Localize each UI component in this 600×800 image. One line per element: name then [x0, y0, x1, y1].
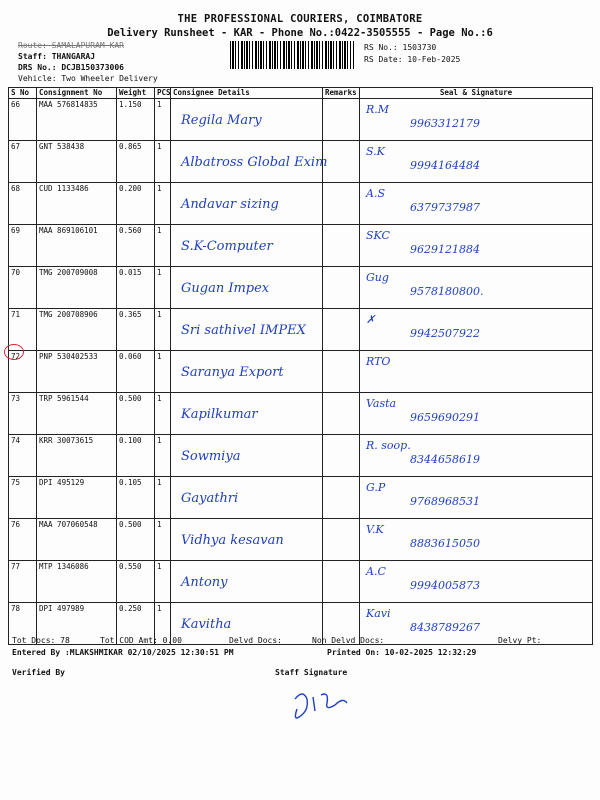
- row-consignment: MTP 1346086: [37, 561, 117, 603]
- consignee-handwritten: Kavitha: [181, 617, 232, 632]
- row-remarks: [323, 99, 360, 141]
- row-consignee: [171, 309, 323, 351]
- consignee-handwritten: Gayathri: [181, 491, 239, 506]
- row-sno: 69: [9, 225, 37, 267]
- row-remarks: [323, 393, 360, 435]
- row-pcs: 1: [155, 99, 171, 141]
- consignee-handwritten: S.K-Computer: [181, 239, 273, 254]
- seal-phone: 8344658619: [410, 453, 480, 466]
- seal-signature: R.M: [366, 103, 390, 116]
- row-weight: 0.365: [117, 309, 155, 351]
- row-seal: [360, 141, 593, 183]
- consignee-handwritten: Regila Mary: [181, 113, 262, 128]
- row-weight: 0.200: [117, 183, 155, 225]
- row-consignment: MAA 576814835: [37, 99, 117, 141]
- seal-signature: SKC: [366, 229, 390, 242]
- row-remarks: [323, 225, 360, 267]
- table-row: [9, 477, 593, 519]
- row-remarks: [323, 561, 360, 603]
- consignee-handwritten: Sri sathivel IMPEX: [181, 323, 306, 338]
- row-seal: [360, 99, 593, 141]
- col-header-remarks: Remarks: [323, 88, 360, 99]
- non-delvd-docs: Non Delvd Docs:: [312, 636, 385, 645]
- table-row: [9, 519, 593, 561]
- row-consignee: [171, 351, 323, 393]
- row-remarks: [323, 309, 360, 351]
- seal-phone: 9629121884: [410, 243, 480, 256]
- table-row: [9, 141, 593, 183]
- row-remarks: [323, 477, 360, 519]
- row-weight: 0.100: [117, 435, 155, 477]
- seal-signature: V.K: [366, 523, 384, 536]
- row-consignee: [171, 519, 323, 561]
- seal-signature: ✗: [366, 313, 376, 326]
- seal-signature: Kavi: [366, 607, 391, 620]
- consignee-handwritten: Sowmiya: [181, 449, 241, 464]
- entered-by: Entered By :MLAKSHMIKAR 02/10/2025 12:30:51 PM: [12, 648, 234, 657]
- verified-by: Verified By: [12, 668, 65, 677]
- row-remarks: [323, 435, 360, 477]
- seal-signature: S.K: [366, 145, 385, 158]
- row-pcs: 1: [155, 519, 171, 561]
- row-seal: [360, 477, 593, 519]
- vehicle-label: Vehicle: Two Wheeler Delivery: [18, 74, 158, 83]
- seal-phone: 9942507922: [410, 327, 480, 340]
- consignee-handwritten: Gugan Impex: [181, 281, 270, 296]
- row-consignee: [171, 225, 323, 267]
- row-consignment: CUD 1133486: [37, 183, 117, 225]
- row-pcs: 1: [155, 267, 171, 309]
- row-consignment: MAA 869106101: [37, 225, 117, 267]
- row-consignment: DPI 495129: [37, 477, 117, 519]
- row-remarks: [323, 183, 360, 225]
- row-remarks: [323, 141, 360, 183]
- row-weight: 1.150: [117, 99, 155, 141]
- runsheet-subtitle: Delivery Runsheet - KAR - Phone No.:0422-3505555 - Page No.:6: [107, 27, 493, 39]
- row-weight: 0.865: [117, 141, 155, 183]
- col-header-consignee: Consignee Details: [171, 88, 323, 99]
- rs-no-label: RS No.: 1503730: [364, 43, 437, 52]
- drs-label: DRS No.: DCJB150373006: [18, 63, 124, 72]
- seal-phone: 9659690291: [410, 411, 480, 424]
- consignee-handwritten: Vidhya kesavan: [181, 533, 284, 548]
- row-weight: 0.015: [117, 267, 155, 309]
- row-weight: 0.105: [117, 477, 155, 519]
- row-pcs: 1: [155, 225, 171, 267]
- row-consignee: [171, 477, 323, 519]
- row-consignee: [171, 99, 323, 141]
- seal-signature: A.C: [366, 565, 386, 578]
- runsheet-table: [8, 87, 593, 645]
- seal-phone: 9994005873: [410, 579, 480, 592]
- row-pcs: 1: [155, 477, 171, 519]
- table-header-row: [9, 88, 593, 99]
- seal-signature: Gug: [366, 271, 389, 284]
- row-pcs: 1: [155, 309, 171, 351]
- table-row: [9, 561, 593, 603]
- consignee-handwritten: Antony: [181, 575, 228, 590]
- row-seal: [360, 225, 593, 267]
- row-pcs: 1: [155, 561, 171, 603]
- staff-label: Staff: THANGARAJ: [18, 52, 96, 61]
- row-sno: 67: [9, 141, 37, 183]
- rs-date-label: RS Date: 10-Feb-2025: [364, 55, 461, 64]
- table-row: [9, 309, 593, 351]
- row-consignment: TMG 200709008: [37, 267, 117, 309]
- seal-phone: 6379737987: [410, 201, 480, 214]
- red-circle-mark: [4, 344, 24, 360]
- row-seal: [360, 351, 593, 393]
- row-weight: 0.550: [117, 561, 155, 603]
- row-weight: 0.250: [117, 603, 155, 645]
- seal-phone: 9578180800.: [410, 285, 484, 298]
- row-sno: 74: [9, 435, 37, 477]
- row-consignment: PNP 530402533: [37, 351, 117, 393]
- table-row: [9, 183, 593, 225]
- row-consignment: TMG 200708906: [37, 309, 117, 351]
- row-consignee: [171, 561, 323, 603]
- row-weight: 0.500: [117, 519, 155, 561]
- row-consignment: MAA 707060548: [37, 519, 117, 561]
- row-sno: 70: [9, 267, 37, 309]
- row-weight: 0.500: [117, 393, 155, 435]
- row-sno: 78: [9, 603, 37, 645]
- staff-signature-image: [285, 685, 355, 725]
- seal-phone: 8438789267: [410, 621, 480, 634]
- row-remarks: [323, 267, 360, 309]
- row-remarks: [323, 519, 360, 561]
- row-consignee: [171, 141, 328, 183]
- col-header-consignment: Consignment No: [37, 88, 117, 99]
- row-seal: [360, 309, 593, 351]
- row-consignment: TRP 5961544: [37, 393, 117, 435]
- row-seal: [360, 603, 593, 645]
- col-header-weight: Weight: [117, 88, 155, 99]
- route-label: Route: SAMALAPURAM KAR: [18, 41, 124, 50]
- row-seal: [360, 519, 593, 561]
- row-consignment: GNT 538438: [37, 141, 117, 183]
- seal-phone: 9963312179: [410, 117, 480, 130]
- table-row: [9, 99, 593, 141]
- row-sno: 77: [9, 561, 37, 603]
- row-consignee: [171, 267, 323, 309]
- row-pcs: 1: [155, 393, 171, 435]
- seal-phone: 9768968531: [410, 495, 480, 508]
- col-header-seal: Seal & Signature: [360, 88, 593, 99]
- table-row: [9, 393, 593, 435]
- seal-signature: G.P: [366, 481, 386, 494]
- table-row: [9, 351, 593, 393]
- row-seal: [360, 393, 593, 435]
- row-sno: 71: [9, 309, 37, 351]
- company-title: THE PROFESSIONAL COURIERS, COIMBATORE: [177, 13, 423, 25]
- row-pcs: 1: [155, 141, 171, 183]
- row-remarks: [323, 351, 360, 393]
- delvy-pt: Delvy Pt:: [498, 636, 542, 645]
- seal-signature: R. soop.: [366, 439, 411, 452]
- seal-signature: A.S: [366, 187, 385, 200]
- row-consignee: [171, 393, 323, 435]
- col-header-pcs: PCS: [155, 88, 171, 99]
- consignee-handwritten: Kapilkumar: [181, 407, 258, 422]
- delvd-docs: Delvd Docs:: [229, 636, 282, 645]
- tot-cod: Tot COD Amt: 0.00: [100, 636, 182, 645]
- row-pcs: 1: [155, 603, 171, 645]
- row-pcs: 1: [155, 435, 171, 477]
- row-sno: 72: [9, 351, 37, 393]
- row-sno: 68: [9, 183, 37, 225]
- col-header-sno: S No: [9, 88, 37, 99]
- staff-signature-label: Staff Signature: [275, 668, 348, 677]
- row-sno: 76: [9, 519, 37, 561]
- row-pcs: 1: [155, 351, 171, 393]
- row-consignment: DPI 497989: [37, 603, 117, 645]
- row-consignment: KRR 30073615: [37, 435, 117, 477]
- barcode-image: [230, 41, 354, 69]
- row-sno: 66: [9, 99, 37, 141]
- row-seal: [360, 267, 593, 309]
- printed-on: Printed On: 10-02-2025 12:32:29: [327, 648, 477, 657]
- seal-signature: Vasta: [366, 397, 397, 410]
- row-weight: 0.060: [117, 351, 155, 393]
- row-weight: 0.560: [117, 225, 155, 267]
- table-row: [9, 435, 593, 477]
- seal-signature: RTO: [366, 355, 391, 368]
- row-sno: 73: [9, 393, 37, 435]
- consignee-handwritten: Andavar sizing: [181, 197, 279, 212]
- row-consignee: [171, 183, 323, 225]
- row-seal: [360, 435, 593, 477]
- seal-phone: 9994164484: [410, 159, 480, 172]
- row-sno: 75: [9, 477, 37, 519]
- consignee-handwritten: Albatross Global Exim: [181, 155, 328, 170]
- row-seal: [360, 561, 593, 603]
- table-row: [9, 225, 593, 267]
- consignee-handwritten: Saranya Export: [181, 365, 284, 380]
- seal-phone: 8883615050: [410, 537, 480, 550]
- row-seal: [360, 183, 593, 225]
- row-pcs: 1: [155, 183, 171, 225]
- tot-docs: Tot Docs: 78: [12, 636, 70, 645]
- row-consignee: [171, 435, 323, 477]
- table-row: [9, 267, 593, 309]
